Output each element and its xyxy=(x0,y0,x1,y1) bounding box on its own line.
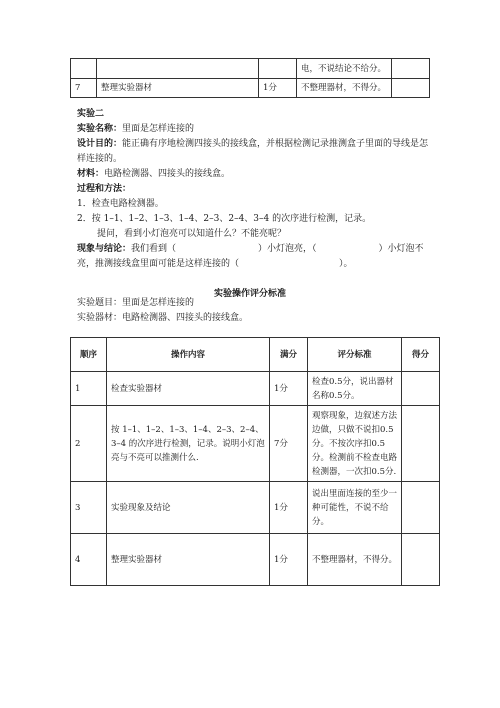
header-got: 得分 xyxy=(402,338,440,372)
content-cell: 整理实验器材 xyxy=(107,534,270,586)
content-cell: 实验现象及结论 xyxy=(107,482,270,534)
equipment-label: 实验器材： xyxy=(77,313,123,323)
topic-label: 实验题目： xyxy=(77,298,123,308)
criteria-cell: 观察现象，边叙述方法边做，只做不说扣0.5分。不按次序扣0.5分。检测前不检查电路检测器，一次扣0.5分. xyxy=(308,406,402,482)
experiment-section xyxy=(77,107,428,272)
purpose-line1: 能正确有序地检测四接头的接线盒，并根据检测记录推测盒子里面的导线是怎 xyxy=(122,139,429,149)
table-row xyxy=(71,372,440,406)
criteria-cell: 说出里面连接的至少一种可能性，不说不给分。 xyxy=(308,482,402,534)
name-value: 里面是怎样连接的 xyxy=(122,124,195,134)
process-label: 过程和方法： xyxy=(77,184,132,194)
order-cell xyxy=(71,59,97,79)
header-criteria: 评分标准 xyxy=(308,338,402,372)
rubric-topic xyxy=(77,296,248,311)
previous-rubric-table xyxy=(70,58,430,98)
score-cell: 1分 xyxy=(270,482,308,534)
experiment-name xyxy=(77,122,428,137)
question: 提问，看到小灯泡亮可以知道什么？不能亮呢？ xyxy=(97,229,287,239)
got-cell xyxy=(392,59,430,79)
order-cell: 3 xyxy=(71,482,107,534)
score-cell: 1分 xyxy=(259,79,297,98)
score-cell xyxy=(259,59,297,79)
step-1: 1．检查电路检测器。 xyxy=(77,199,164,209)
score-cell: 1分 xyxy=(270,534,308,586)
content-cell: 检查实验器材 xyxy=(107,372,270,406)
conclusion-line2a: 亮，推测接线盒里面可能是这样连接的（ xyxy=(77,259,240,269)
rubric-table xyxy=(70,337,440,586)
content-cell: 按 1–1、1–2、1–3、1–4、2–3、2–4、3–4 的次序进行检测，记录。说明小灯泡亮与不亮可以推测什么. xyxy=(107,406,270,482)
conclusion-c: ）小灯泡不 xyxy=(378,244,424,254)
criteria-cell: 不整理器材，不得分。 xyxy=(297,79,392,98)
criteria-cell: 不整理器材，不得分。 xyxy=(308,534,402,586)
table-row xyxy=(71,482,440,534)
score-cell: 1分 xyxy=(270,372,308,406)
table-header-row xyxy=(71,338,440,372)
conclusion-a: 我们看到（ xyxy=(131,244,177,254)
table-row xyxy=(71,406,440,482)
purpose-line2: 样连接的。 xyxy=(77,154,123,164)
order-cell: 7 xyxy=(71,79,97,98)
name-label: 实验名称： xyxy=(77,124,123,134)
topic-value: 里面是怎样连接的 xyxy=(122,298,195,308)
order-cell: 2 xyxy=(71,406,107,482)
table-row xyxy=(71,534,440,586)
header-order: 顺序 xyxy=(71,338,107,372)
content-cell xyxy=(97,59,259,79)
header-content: 操作内容 xyxy=(107,338,270,372)
got-cell xyxy=(402,534,440,586)
conclusion-b: ）小灯泡亮，（ xyxy=(258,244,317,254)
table-row xyxy=(71,59,430,79)
conclusion-line2b: ）。 xyxy=(339,259,353,269)
step-2: 2．按 1–1、1–2、1–3、1–4、2–3、2–4、3–4 的次序进行检测，记录。 xyxy=(77,214,372,224)
got-cell xyxy=(402,406,440,482)
experiment-purpose xyxy=(77,137,428,152)
header-score: 满分 xyxy=(270,338,308,372)
rubric-title: 实验操作评分标准 xyxy=(213,289,286,299)
score-cell: 7分 xyxy=(270,406,308,482)
table-row xyxy=(71,79,430,98)
rubric-info xyxy=(77,296,248,326)
conclusion-label: 现象与结论： xyxy=(77,244,132,254)
purpose-label: 设计目的： xyxy=(77,139,123,149)
conclusion-line1 xyxy=(77,242,428,257)
content-cell: 整理实验器材 xyxy=(97,79,259,98)
criteria-cell: 检查0.5分，说出器材名称0.5分。 xyxy=(308,372,402,406)
conclusion-line2 xyxy=(77,257,428,272)
order-cell: 1 xyxy=(71,372,107,406)
got-cell xyxy=(402,482,440,534)
got-cell xyxy=(392,79,430,98)
materials-value: 电路检测器、四接头的接线盒。 xyxy=(104,169,231,179)
rubric-equipment xyxy=(77,311,248,326)
experiment-heading: 实验二 xyxy=(77,109,105,119)
order-cell: 4 xyxy=(71,534,107,586)
got-cell xyxy=(402,372,440,406)
criteria-cell: 电，不说结论不给分。 xyxy=(297,59,392,79)
materials-label: 材料： xyxy=(77,169,105,179)
experiment-materials xyxy=(77,167,428,182)
equipment-value: 电路检测器、四接头的接线盒。 xyxy=(122,313,249,323)
